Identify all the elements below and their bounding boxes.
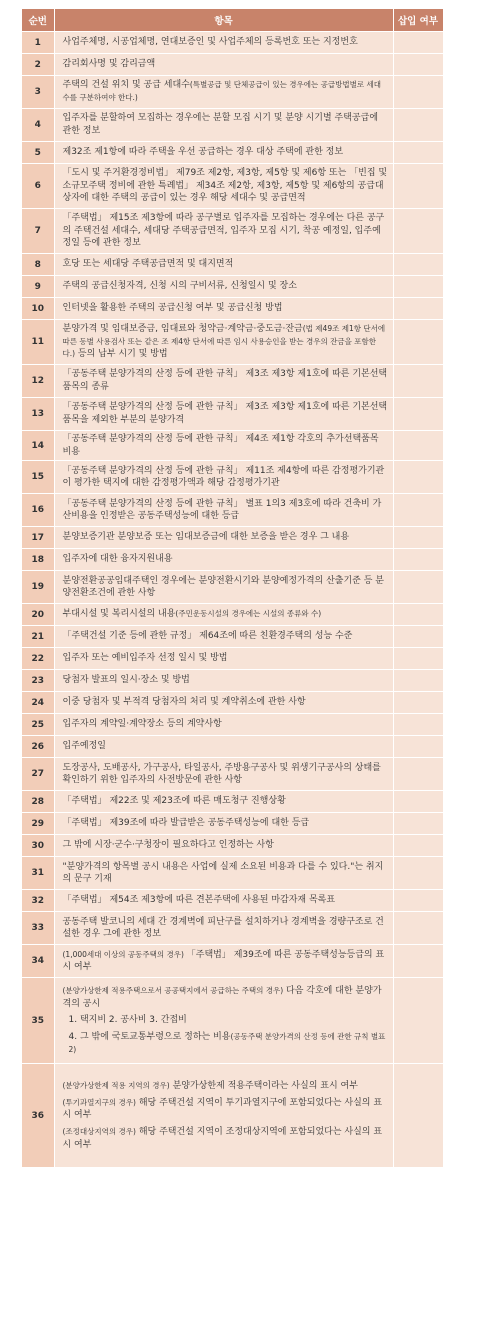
row-number: 22 [22, 648, 54, 670]
item-subline [63, 1014, 388, 1027]
item-text: 등의 납부 시기 및 방법 [75, 349, 168, 360]
row-number: 4 [22, 109, 54, 142]
item-text: 제32조 제1항에 따라 주택을 우선 공급하는 경우 대상 주택에 관한 정보 [62, 147, 344, 158]
table-row [22, 670, 443, 692]
item-text: 도장공사, 도배공사, 가구공사, 타일공사, 주방용구공사 및 위생기구공사의 상태를 확인하기 위한 입주자의 사전방문에 관한 사항 [62, 762, 381, 786]
insert-status-cell[interactable] [393, 494, 443, 527]
row-number: 19 [22, 571, 54, 604]
table-row [22, 714, 443, 736]
item-text: 분양보증기관 분양보증 또는 임대보증금에 대한 보증을 받은 경우 그 내용 [62, 532, 350, 543]
item-text: 사업주체명, 시공업체명, 연대보증인 및 사업주체의 등록번호 또는 지정번호 [62, 37, 358, 48]
row-item [54, 494, 393, 527]
insert-status-cell[interactable] [393, 164, 443, 209]
table-body [22, 32, 443, 1168]
row-item [54, 209, 393, 254]
insert-status-cell[interactable] [393, 276, 443, 298]
row-item [54, 978, 393, 1064]
row-number: 35 [22, 978, 54, 1064]
table-row [22, 461, 443, 494]
row-item [54, 527, 393, 549]
row-item [54, 736, 393, 758]
table-row [22, 320, 443, 365]
item-text: 「공동주택 분양가격의 산정 등에 관한 규칙」 별표 1의3 제3호에 따라 건축비 가산비용을 인정받은 공동주택성능에 대한 등급 [62, 498, 382, 522]
header-insert-status: 삽입 여부 [393, 9, 443, 32]
row-item [54, 571, 393, 604]
insert-status-cell[interactable] [393, 209, 443, 254]
insert-status-cell[interactable] [393, 54, 443, 76]
item-note: (분양가상한제 적용주택으로서 공공택지에서 공급하는 주택의 경우) [62, 986, 284, 996]
table-row [22, 736, 443, 758]
table-row [22, 945, 443, 978]
item-text: 4. 그 밖에 국토교통부령으로 정하는 비용 [68, 1031, 231, 1042]
row-number: 21 [22, 626, 54, 648]
insert-status-cell[interactable] [393, 109, 443, 142]
item-note: (투기과열지구의 경우) [62, 1097, 136, 1107]
table-row [22, 276, 443, 298]
item-text: 「도시 및 주거환경정비법」 제79조 제2항, 제3항, 제5항 및 제6항 또는 「빈집 및 소규모주택 정비에 관한 특례법」 제34조 제2항, 제3항, 제5항 및 제6항의 공급대상자에 대한 주택의 공급이 있는 경우 해당 세대수 및 공급면적 [62, 168, 388, 204]
header-number: 순번 [22, 9, 54, 32]
item-text: 「주택법」 제39조에 따른 공동주택성능등급의 표시 여부 [62, 949, 385, 973]
item-text: 그 밖에 시장·군수·구청장이 필요하다고 인정하는 사항 [62, 840, 274, 851]
table-row [22, 254, 443, 276]
row-number: 10 [22, 298, 54, 320]
item-text: 주택의 공급신청자격, 신청 시의 구비서류, 신청일시 및 장소 [62, 281, 297, 292]
row-number: 34 [22, 945, 54, 978]
table-row [22, 431, 443, 461]
item-text: 분양가상한제 적용주택이라는 사실의 표시 여부 [169, 1081, 358, 1092]
table-row [22, 571, 443, 604]
table-row [22, 604, 443, 626]
insert-status-cell[interactable] [393, 142, 443, 164]
item-text: 호당 또는 세대당 주택공급면적 및 대지면적 [62, 259, 234, 270]
row-number: 15 [22, 461, 54, 494]
item-text: 「공동주택 분양가격의 산정 등에 관한 규칙」 제11조 제4항에 따른 감정평가기관이 평가한 택지에 대한 감정평가액과 해당 감정평가기관 [62, 465, 385, 489]
item-note: (주민운동시설의 경우에는 시설의 종류와 수) [175, 609, 322, 619]
item-text: 입주자 또는 예비입주자 선정 일시 및 방법 [62, 653, 228, 664]
item-note: (법 제49조 제1항 단서에 따른 동별 사용검사 또는 같은 조 제4항 단서에 따른 임시 사용승인을 받는 경우의 잔금을 포함한다.) [62, 324, 386, 359]
row-item [54, 431, 393, 461]
insert-status-cell[interactable] [393, 461, 443, 494]
insert-status-cell[interactable] [393, 431, 443, 461]
item-text: 「주택법」 제22조 및 제23조에 따른 매도청구 진행상황 [62, 796, 286, 807]
insert-status-cell[interactable] [393, 527, 443, 549]
table-row [22, 890, 443, 912]
row-number: 8 [22, 254, 54, 276]
item-note: (공동주택 분양가격의 산정 등에 관한 규칙 별표 2) [68, 1031, 386, 1054]
row-number: 16 [22, 494, 54, 527]
table-row [22, 978, 443, 1064]
item-text: 입주자의 계약일·계약장소 등의 계약사항 [62, 719, 222, 730]
table-row [22, 365, 443, 398]
item-subline [63, 1097, 388, 1122]
item-text: 인터넷을 활용한 주택의 공급신청 여부 및 공급신청 방법 [62, 303, 283, 314]
insert-status-cell[interactable] [393, 714, 443, 736]
row-item [54, 398, 393, 431]
item-text: 공동주택 발코니의 세대 간 경계벽에 피난구를 설치하거나 경계벽을 경량구조로 건설한 경우 그에 관한 정보 [62, 916, 384, 940]
table-row [22, 54, 443, 76]
row-item [54, 791, 393, 813]
table-row [22, 527, 443, 549]
insert-status-cell[interactable] [393, 298, 443, 320]
row-item [54, 692, 393, 714]
item-text: 당첨자 발표의 일시·장소 및 방법 [62, 675, 190, 686]
item-text: "분양가격의 항목별 공시 내용은 사업에 실제 소요된 비용과 다를 수 있다."는 취지의 문구 기재 [62, 861, 384, 885]
insert-status-cell[interactable] [393, 76, 443, 109]
insert-status-cell[interactable] [393, 912, 443, 945]
item-text: 「공동주택 분양가격의 산정 등에 관한 규칙」 제3조 제3항 제1호에 따른 기본선택품목을 제외한 부분의 분양가격 [62, 402, 388, 425]
insert-status-cell[interactable] [393, 320, 443, 365]
row-number: 31 [22, 857, 54, 890]
row-number: 24 [22, 692, 54, 714]
item-subline [63, 1080, 388, 1093]
item-text: 다음 각호에 대한 분양가격의 공시 [62, 986, 382, 1009]
row-item [54, 945, 393, 978]
table-row [22, 549, 443, 571]
insert-status-cell[interactable] [393, 890, 443, 912]
row-item [54, 276, 393, 298]
row-item [54, 890, 393, 912]
row-number: 11 [22, 320, 54, 365]
item-text: 「주택법」 제39조에 따라 발급받은 공동주택성능에 대한 등급 [62, 818, 310, 829]
row-number: 17 [22, 527, 54, 549]
table-row [22, 813, 443, 835]
row-item [54, 1064, 393, 1168]
table-row [22, 109, 443, 142]
row-item [54, 626, 393, 648]
item-text: 「공동주택 분양가격의 산정 등에 관한 규칙」 제4조 제1항 각호의 추가선택품목 비용 [62, 434, 379, 457]
row-number: 33 [22, 912, 54, 945]
row-number: 13 [22, 398, 54, 431]
table-row [22, 791, 443, 813]
item-note: (분양가상한제 적용 지역의 경우) [62, 1081, 170, 1091]
row-number: 27 [22, 758, 54, 791]
item-text: 입주예정일 [62, 741, 106, 752]
row-number: 20 [22, 604, 54, 626]
item-text: 입주자에 대한 융자지원내용 [62, 554, 173, 565]
insert-status-cell[interactable] [393, 978, 443, 1064]
row-item [54, 835, 393, 857]
item-text: 1. 택지비 2. 공사비 3. 간접비 [68, 1015, 187, 1026]
item-text: 해당 주택건설 지역이 투기과열지구에 포함되었다는 사실의 표시 여부 [62, 1097, 383, 1121]
item-subline [63, 1031, 388, 1056]
item-text: 감리회사명 및 감리금액 [62, 59, 156, 70]
row-number: 6 [22, 164, 54, 209]
item-text: 「주택법」 제15조 제3항에 따라 공구별로 입주자를 모집하는 경우에는 다른 공구의 주택건설 세대수, 세대당 주택공급면적, 입주자 모집 시기, 착공 예정일, 입주예정일 등에 관한 정보 [62, 213, 385, 249]
insert-status-cell[interactable] [393, 1064, 443, 1168]
row-number: 32 [22, 890, 54, 912]
insert-status-cell[interactable] [393, 398, 443, 431]
header-item: 항목 [54, 9, 393, 32]
table-row [22, 626, 443, 648]
table-row [22, 912, 443, 945]
item-note: (특별공급 및 단체공급이 있는 경우에는 공급방법별로 세대수를 구분하여야 한다.) [62, 80, 381, 102]
row-item [54, 912, 393, 945]
insert-status-cell[interactable] [393, 692, 443, 714]
row-number: 30 [22, 835, 54, 857]
item-subline [63, 985, 388, 1010]
table-row [22, 142, 443, 164]
insert-status-cell[interactable] [393, 549, 443, 571]
item-note: (조정대상지역의 경우) [62, 1126, 136, 1136]
row-number: 2 [22, 54, 54, 76]
row-item [54, 76, 393, 109]
row-number: 14 [22, 431, 54, 461]
row-number: 18 [22, 549, 54, 571]
insert-status-cell[interactable] [393, 254, 443, 276]
item-text: 「주택법」 제54조 제3항에 따른 견본주택에 사용된 마감자재 목록표 [62, 895, 336, 906]
row-number: 9 [22, 276, 54, 298]
insert-status-cell[interactable] [393, 945, 443, 978]
row-item [54, 604, 393, 626]
disclosure-items-table [22, 9, 444, 1168]
insert-status-cell[interactable] [393, 626, 443, 648]
item-text: 분양가격 및 임대보증금, 임대료와 청약금·계약금·중도금·잔금 [62, 324, 303, 335]
insert-status-cell[interactable] [393, 571, 443, 604]
table-row [22, 164, 443, 209]
row-item [54, 714, 393, 736]
insert-status-cell[interactable] [393, 736, 443, 758]
table-row [22, 835, 443, 857]
row-item [54, 320, 393, 365]
table-row [22, 758, 443, 791]
table-row [22, 76, 443, 109]
row-number: 7 [22, 209, 54, 254]
row-item [54, 254, 393, 276]
table-row [22, 857, 443, 890]
table-row [22, 209, 443, 254]
row-item [54, 813, 393, 835]
table-row [22, 32, 443, 54]
row-number: 28 [22, 791, 54, 813]
row-item [54, 54, 393, 76]
row-item [54, 164, 393, 209]
row-item [54, 298, 393, 320]
item-text: 주택의 건설 위치 및 공급 세대수 [62, 80, 190, 91]
row-item [54, 648, 393, 670]
item-text: 해당 주택건설 지역이 조정대상지역에 포함되었다는 사실의 표시 여부 [62, 1126, 383, 1150]
table-row [22, 692, 443, 714]
item-text: 이중 당첨자 및 부적격 당첨자의 처리 및 계약취소에 관한 사항 [62, 697, 306, 708]
item-subline [63, 1126, 388, 1151]
row-item [54, 758, 393, 791]
insert-status-cell[interactable] [393, 835, 443, 857]
row-number: 23 [22, 670, 54, 692]
row-number: 36 [22, 1064, 54, 1168]
row-item [54, 461, 393, 494]
row-number: 3 [22, 76, 54, 109]
insert-status-cell[interactable] [393, 365, 443, 398]
row-item [54, 32, 393, 54]
insert-status-cell[interactable] [393, 648, 443, 670]
row-item [54, 670, 393, 692]
item-text: 입주자를 분할하여 모집하는 경우에는 분할 모집 시기 및 분양 시기별 주택공급에 관한 정보 [62, 113, 379, 136]
table-row [22, 298, 443, 320]
item-text: 부대시설 및 복리시설의 내용 [62, 609, 176, 620]
table-header-row [22, 9, 443, 32]
row-number: 25 [22, 714, 54, 736]
row-number: 29 [22, 813, 54, 835]
insert-status-cell[interactable] [393, 670, 443, 692]
insert-status-cell[interactable] [393, 857, 443, 890]
insert-status-cell[interactable] [393, 758, 443, 791]
table-row [22, 648, 443, 670]
insert-status-cell[interactable] [393, 604, 443, 626]
insert-status-cell[interactable] [393, 813, 443, 835]
table-row [22, 1064, 443, 1168]
row-item [54, 109, 393, 142]
item-text: 분양전환공공임대주택인 경우에는 분양전환시기와 분양예정가격의 산출기준 등 분양전환조건에 관한 사항 [62, 575, 384, 599]
item-text: 「공동주택 분양가격의 산정 등에 관한 규칙」 제3조 제3항 제1호에 따른 기본선택품목의 종류 [62, 369, 388, 392]
row-number: 26 [22, 736, 54, 758]
row-number: 5 [22, 142, 54, 164]
table-row [22, 494, 443, 527]
insert-status-cell[interactable] [393, 791, 443, 813]
row-item [54, 857, 393, 890]
row-number: 1 [22, 32, 54, 54]
row-number: 12 [22, 365, 54, 398]
row-item [54, 142, 393, 164]
item-text: 「주택건설 기준 등에 관한 규정」 제64조에 따른 친환경주택의 성능 수준 [62, 631, 353, 642]
insert-status-cell[interactable] [393, 32, 443, 54]
row-item [54, 365, 393, 398]
table-row [22, 398, 443, 431]
item-note: (1,000세대 이상의 공동주택의 경우) [62, 949, 184, 959]
row-item [54, 549, 393, 571]
